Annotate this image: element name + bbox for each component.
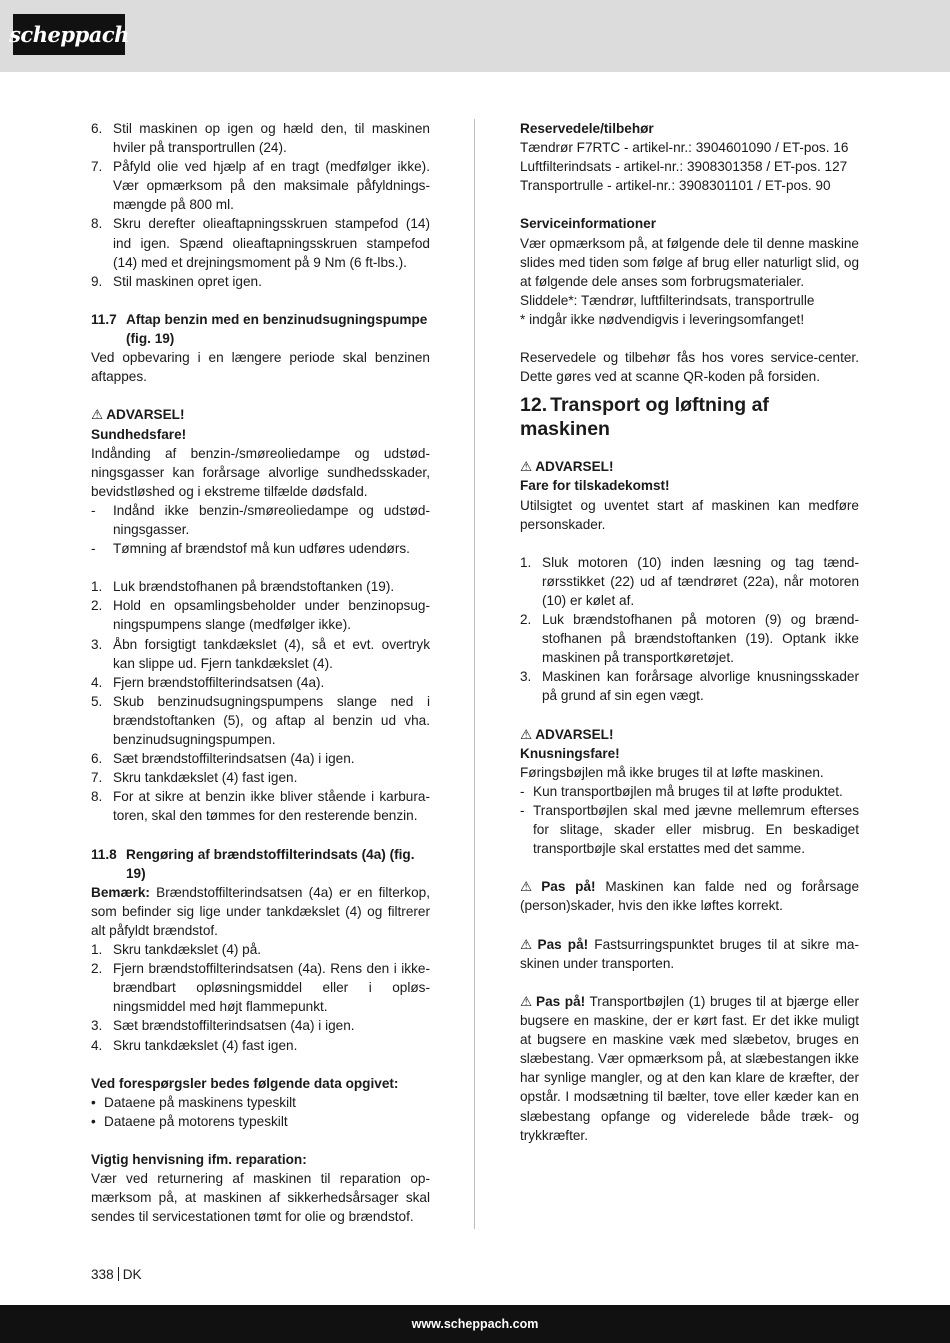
caution-label: Pas på!	[536, 993, 586, 1009]
footer-band	[0, 1305, 950, 1343]
service-text: Vær opmærksom på, at følgende dele til denne maskine slides med tiden som følge af brug eller naturligt slid, og at følgende dele anses som forbrugsmaterialer.	[520, 235, 859, 289]
item-number: 6.	[91, 121, 103, 136]
item-text: Kun transportbøjlen må bruges til at løfte produktet.	[533, 783, 843, 799]
list-item	[520, 553, 859, 610]
parts-line: Tændrør F7RTC - artikel-nr.: 3904601090 / ET-pos. 16	[520, 140, 849, 156]
wear-parts: Sliddele*: Tændrør, luftfilterindsats, transportrulle	[520, 292, 815, 308]
item-text: Fjern brændstoffilterindsatsen (4a). Rens den i ikke-brændbart opløsningsmiddel eller i opløsningsmiddel med højt flammepunkt.	[113, 961, 430, 1015]
item-number: 5.	[91, 693, 103, 709]
page-number-value: 338	[91, 1267, 114, 1282]
item-text: Indånd ikke benzin-/smøreoliedampe og udstødningsgasser.	[113, 502, 430, 537]
item-number: 4.	[91, 1037, 103, 1053]
item-number: 6.	[91, 751, 103, 767]
item-number: 1.	[520, 554, 532, 570]
item-number: 8.	[91, 789, 103, 805]
dash: -	[91, 541, 96, 557]
item-number: 1.	[91, 579, 103, 595]
parts-line: Transportrulle - artikel-nr.: 3908301101 / ET-pos. 90	[520, 178, 831, 194]
separator	[118, 1267, 119, 1281]
item-number: 3.	[91, 1018, 103, 1034]
section-heading-12	[520, 393, 859, 441]
right-column	[520, 119, 859, 1145]
list-item	[91, 272, 430, 291]
warning-title: ADVARSEL!	[535, 459, 614, 475]
list-item	[91, 940, 430, 959]
item-text: Skru tankdækslet (4) på.	[113, 942, 262, 958]
warning-text: Utilsigtet og uventet start af maskinen kan medføre personskader.	[520, 497, 859, 532]
item-text: Dataene på motorens typeskilt	[104, 1113, 288, 1129]
list-item	[91, 119, 430, 157]
warning-subtitle: Knusningsfare!	[520, 745, 620, 761]
item-number: 9.	[91, 273, 103, 289]
service-footnote: * indgår ikke nødvendigvis i leveringsomfanget!	[520, 311, 805, 327]
list-item	[91, 1036, 430, 1055]
service-contact: Reservedele og tilbehør fås hos vores service-center. Dette gøres ved at scanne QR-koden på forsiden.	[520, 350, 859, 385]
page-number	[91, 1265, 142, 1284]
warning-icon: ⚠	[520, 879, 539, 895]
note-label: Bemærk:	[91, 884, 150, 900]
item-text: Påfyld olie ved hjælp af en tragt (medfølger ikke). Vær opmærksom på den maksimale påfyldningsmængde på 800 ml.	[113, 159, 430, 213]
warning-heading	[520, 725, 859, 744]
warning-heading	[520, 457, 859, 476]
list-item	[91, 959, 430, 1016]
warning-icon: ⚠	[520, 726, 533, 742]
item-number: 8.	[91, 216, 103, 232]
list-item	[91, 157, 430, 214]
transport-steps-list	[520, 553, 859, 706]
item-text: Åbn forsigtigt tankdækslet (4), så et evt. overtryk kan slippe ud. Fjern tankdækslet (4).	[113, 636, 430, 671]
item-text: Sæt brændstoffilterindsatsen (4a) i igen.	[113, 751, 355, 767]
item-text: Sluk motoren (10) inden læsning og tag tændrørsstikket (22) ud af tændrøret (22a), når motoren (10) er kølet af.	[542, 554, 859, 608]
parts-title: Reservedele/tilbehør	[520, 121, 654, 136]
item-text: Dataene på maskinens typeskilt	[104, 1094, 296, 1110]
list-item	[91, 787, 430, 825]
caution-text: Transportbøjlen (1) bruges til at bjærge eller bugsere en maskine, der er kørt fast. Er det ikke muligt at bugsere en maskine væk med slæbetov, bruges en slæbestang. Vær opmærksom på, at slæbestangen ikke har synlige mangler, og at den kan klare de kræfter, der opstår. I modsætning til bælter, tove eller kæder kan en slæbestang opfange og viderelede både træk- og trykkræfter.	[520, 993, 860, 1143]
item-number: 2.	[91, 961, 103, 977]
section-heading-11-8	[91, 845, 430, 883]
inquiry-title: Ved forespørgsler bedes følgende data opgivet:	[91, 1075, 399, 1091]
section-heading-11-7	[91, 310, 430, 348]
warning-icon: ⚠	[91, 407, 104, 423]
warning-text: Føringsbøjlen må ikke bruges til at løfte maskinen.	[520, 764, 824, 780]
item-number: 2.	[520, 612, 532, 628]
list-item	[91, 768, 430, 787]
item-text: Maskinen kan forårsage alvorlige knusningsskader på grund af sin egen vægt.	[542, 669, 859, 704]
header-band	[0, 0, 950, 72]
note-paragraph	[91, 883, 430, 940]
item-number: 7.	[91, 159, 103, 175]
warning-icon: ⚠	[520, 459, 533, 475]
item-number: 3.	[91, 636, 103, 652]
column-divider	[474, 119, 475, 1229]
service-title: Serviceinformationer	[520, 216, 656, 232]
list-item	[91, 673, 430, 692]
section-number: 11.7	[91, 311, 117, 327]
dash: -	[520, 803, 525, 818]
warning-title: ADVARSEL!	[106, 407, 185, 423]
list-item	[520, 610, 859, 667]
item-text: Fjern brændstoffilterindsatsen (4a).	[113, 674, 325, 690]
list-item	[91, 635, 430, 673]
list-item	[520, 667, 859, 705]
section-title: Aftap benzin med en benzinudsugningspumpe (fig. 19)	[126, 311, 428, 347]
caution-note	[520, 935, 859, 973]
bullet: •	[91, 1094, 96, 1110]
section-number: 11.8	[91, 846, 117, 862]
caution-label: Pas på!	[537, 936, 589, 952]
note-text: Brændstoffilterindsatsen (4a) er en filterkop, som befinder sig lige under tankdækslet (4) og filtrerer alt påfyldt brændstof.	[91, 884, 430, 938]
item-text: Hold en opsamlingsbeholder under benzinopsugningspumpens slange (medfølger ikke).	[113, 598, 430, 633]
language-code: DK	[122, 1267, 142, 1282]
caution-note	[520, 877, 859, 915]
list-item	[91, 749, 430, 768]
warning-title: ADVARSEL!	[535, 726, 614, 742]
section-intro: Ved opbevaring i en længere periode skal benzinen aftappes.	[91, 350, 430, 385]
intro-steps-list	[91, 119, 430, 291]
item-text: Tømning af brændstof må kun udføres udendørs.	[113, 541, 410, 557]
item-text: Luk brændstofhanen på brændstoftanken (19).	[113, 579, 395, 595]
item-text: Sæt brændstoffilterindsatsen (4a) i igen.	[113, 1018, 355, 1034]
website-url: www.scheppach.com	[411, 1317, 539, 1331]
list-item	[91, 1016, 430, 1035]
item-text: For at sikre at benzin ikke bliver stående i karburatoren, skal den tømmes for den resterende benzin.	[113, 789, 430, 824]
caution-text: Fastsurringspunktet bruges til at sikre maskinen under transporten.	[520, 936, 860, 971]
list-item	[91, 577, 430, 596]
item-text: Stil maskinen opret igen.	[113, 273, 262, 289]
logo-text: scheppach	[9, 21, 129, 47]
list-item	[91, 1093, 430, 1112]
list-item	[91, 596, 430, 634]
list-item	[520, 801, 859, 858]
section-number: 12.	[520, 394, 548, 417]
warning-list	[520, 782, 859, 858]
inquiry-list	[91, 1093, 430, 1131]
item-number: 1.	[91, 942, 103, 958]
list-item	[520, 782, 859, 801]
warning-subtitle: Fare for tilskadekomst!	[520, 478, 670, 494]
warning-subtitle: Sundhedsfare!	[91, 426, 187, 442]
item-text: Stil maskinen op igen og hæld den, til maskinen hviler på transportrullen (24).	[113, 121, 430, 156]
item-text: Skru derefter olieaftapningsskruen stampefod (14) ind igen. Spænd olieaftapningsskruen stampefod (14) med et drejningsmoment på 9 Nm (6 ft-lbs.).	[113, 216, 430, 270]
item-text: Transportbøjlen skal med jævne mellemrum efterses for slitage, skader eller misbrug. En beskadiget transportbøjle skal erstattes med det samme.	[533, 803, 859, 857]
warning-icon: ⚠	[520, 993, 533, 1009]
item-text: Skru tankdækslet (4) fast igen.	[113, 770, 298, 786]
parts-line: Luftfilterindsats - artikel-nr.: 3908301358 / ET-pos. 127	[520, 159, 848, 175]
left-column	[91, 119, 430, 1226]
caution-label: Pas på!	[541, 879, 596, 895]
list-item	[91, 214, 430, 271]
caution-text: Maskinen kan falde ned og forårsage (person)skader, hvis den ikke løftes korrekt.	[520, 879, 859, 914]
item-text: Skru tankdækslet (4) fast igen.	[113, 1037, 298, 1053]
repair-text: Vær ved returnering af maskinen til reparation opmærksom på, at maskinen af sikkerhedsårsager skal sendes til servicestationen tømt for olie og brændstof.	[91, 1171, 430, 1225]
warning-text: Indånding af benzin-/smøreoliedampe og udstødningsgasser kan forårsage alvorlige sundhedsskader, bevidstløshed og i ekstreme tilfælde dødsfald.	[91, 445, 430, 499]
item-number: 7.	[91, 770, 103, 786]
bullet: •	[91, 1113, 96, 1129]
list-item	[91, 1112, 430, 1131]
warning-icon: ⚠	[520, 936, 535, 952]
caution-note	[520, 992, 859, 1145]
list-item	[91, 501, 430, 539]
item-number: 3.	[520, 669, 532, 685]
item-number: 4.	[91, 674, 103, 690]
section-title: Transport og løftning af maskinen	[520, 394, 769, 441]
repair-title: Vigtig henvisning ifm. reparation:	[91, 1152, 307, 1168]
list-item	[91, 692, 430, 749]
section-title: Rengøring af brændstoffilterindsats (4a) (fig. 19)	[126, 846, 415, 881]
list-item	[91, 539, 430, 558]
item-text: Luk brændstofhanen på motoren (9) og brændstofhanen på brændstoftanken (19). Optank ikke maskinen på transportkøretøjet.	[542, 612, 859, 666]
item-number: 2.	[91, 598, 103, 614]
drain-steps-list	[91, 577, 430, 825]
warning-list	[91, 501, 430, 558]
warning-heading	[91, 405, 430, 424]
scheppach-logo	[9, 14, 129, 55]
dash: -	[520, 783, 525, 799]
cleaning-steps-list	[91, 940, 430, 1055]
item-text: Skub benzinudsugningspumpens slange ned i brændstoftanken (5), og aftap al benzin ud vha. benzinudsugningspumpen.	[113, 693, 430, 747]
dash: -	[91, 502, 96, 518]
